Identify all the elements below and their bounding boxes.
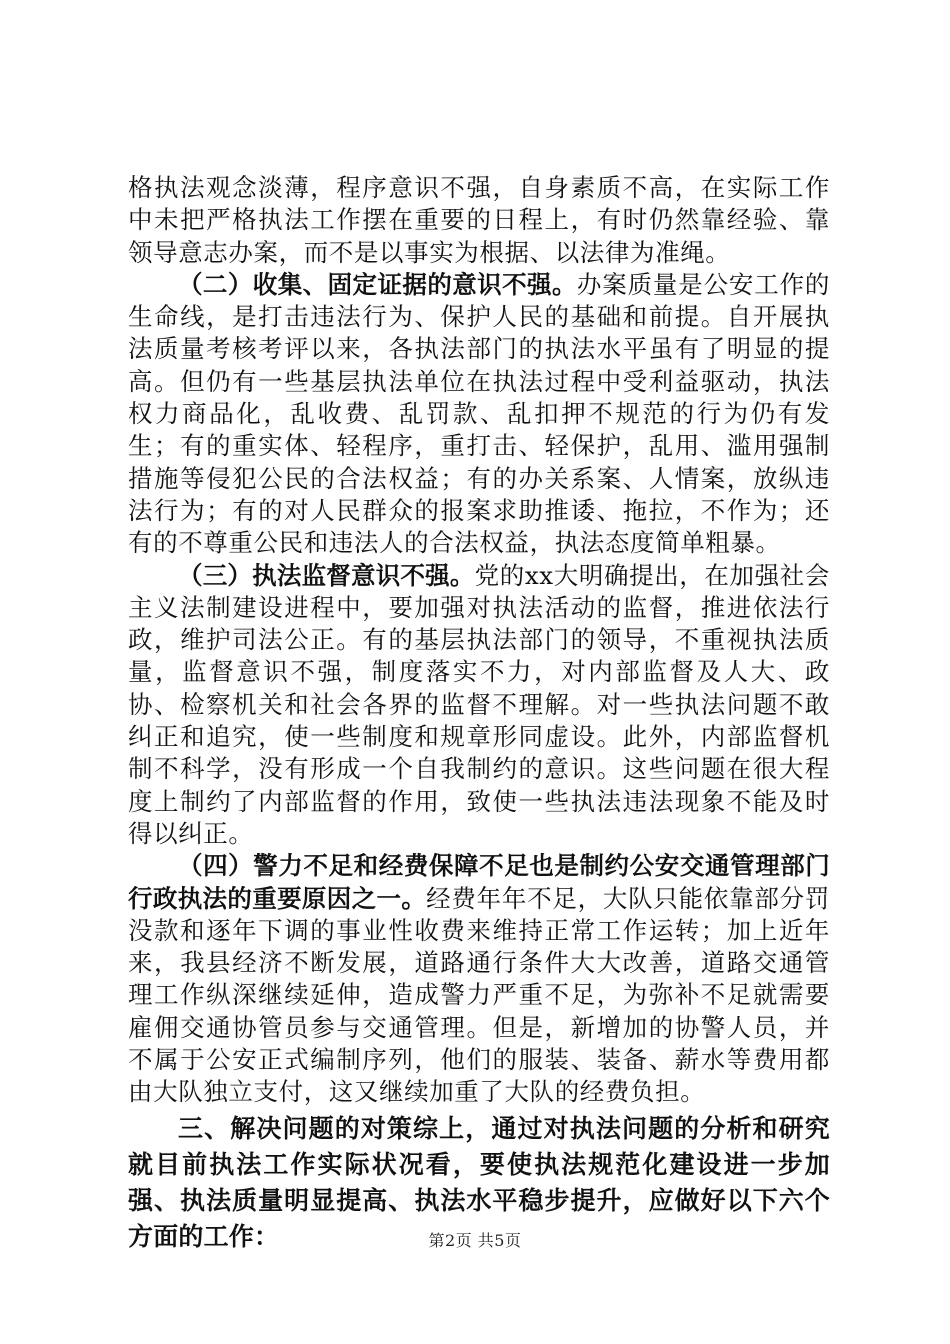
paragraph-text: 办案质量是公安工作的生命线，是打击违法行为、保护人民的基础和前提。自开展执法质量考核考评以来，各执法部门的执法水平虽有了明显的提高。但仍有一些基层执法单位在执法过程中受利益驱动，执法权力商品化，乱收费、乱罚款、乱扣押不规范的行为仍有发生；有的重实体、轻程序，重打击、轻保护，乱用、滥用强制措施等侵犯公民的合法权益；有的办关系案、人情案，放纵违法行为；有的对人民群众的报案求助推诿、拖拉，不作为；还有的不尊重公民和违法人的合法权益，执法态度简单粗暴。 bbox=[128, 269, 831, 558]
paragraph-text: 党的xx大明确提出，在加强社会主义法制建设进程中，要加强对执法活动的监督，推进依法行政，维护司法公正。有的基层执法部门的领导，不重视执法质量，监督意识不强，制度落实不力，对内部监督及人大、政协、检察机关和社会各界的监督不理解。对一些执法问题不敢纠正和追究，使一些制度和规章形同虚设。此外，内部监督机制不科学，没有形成一个自我制约的意识。这些问题在很大程度上制约了内部监督的作用，致使一些执法违法现象不能及时得以纠正。 bbox=[128, 560, 830, 848]
paragraph-lead: （二）收集、固定证据的意识不强。 bbox=[178, 269, 577, 299]
paragraph-police-funding bbox=[128, 850, 830, 1108]
paragraph-supervision bbox=[128, 560, 830, 851]
section-heading: 三、解决问题的对策综上，通过对执法问题的分析和研究就目前执法工作实际状况看，要使执法规范化建设进一步加强、执法质量明显提高、执法水平稳步提升，应做好以下六个方面的工作： bbox=[128, 1113, 830, 1251]
page-number: 第2页 共5页 bbox=[428, 1231, 522, 1250]
paragraph-lead: （四）警力不足和经费保障不足也是制约公安交通管理部门行政执法的重要原因之一。 bbox=[128, 851, 830, 913]
paragraph-continuation bbox=[128, 172, 830, 269]
paragraph-text: 经费年年不足，大队只能依靠部分罚没款和逐年下调的事业性收费来维持正常工作运转；加上近年来，我县经济不断发展，道路通行条件大大改善，道路交通管理工作纵深继续延伸，造成警力严重不足，为弥补不足就需要雇佣交通协管员参与交通管理。但是，新增加的协警人员，并不属于公安正式编制序列，他们的服装、装备、薪水等费用都由大队独立支付，这又继续加重了大队的经费负担。 bbox=[128, 883, 830, 1107]
paragraph-lead: （三）执法监督意识不强。 bbox=[178, 560, 475, 590]
document-body bbox=[128, 172, 830, 1255]
page-footer bbox=[0, 1228, 950, 1251]
paragraph-text: 格执法观念淡薄，程序意识不强，自身素质不高，在实际工作中未把严格执法工作摆在重要的日程上，有时仍然靠经验、靠领导意志办案，而不是以事实为根据、以法律为准绳。 bbox=[128, 173, 830, 267]
paragraph-evidence bbox=[128, 269, 830, 560]
